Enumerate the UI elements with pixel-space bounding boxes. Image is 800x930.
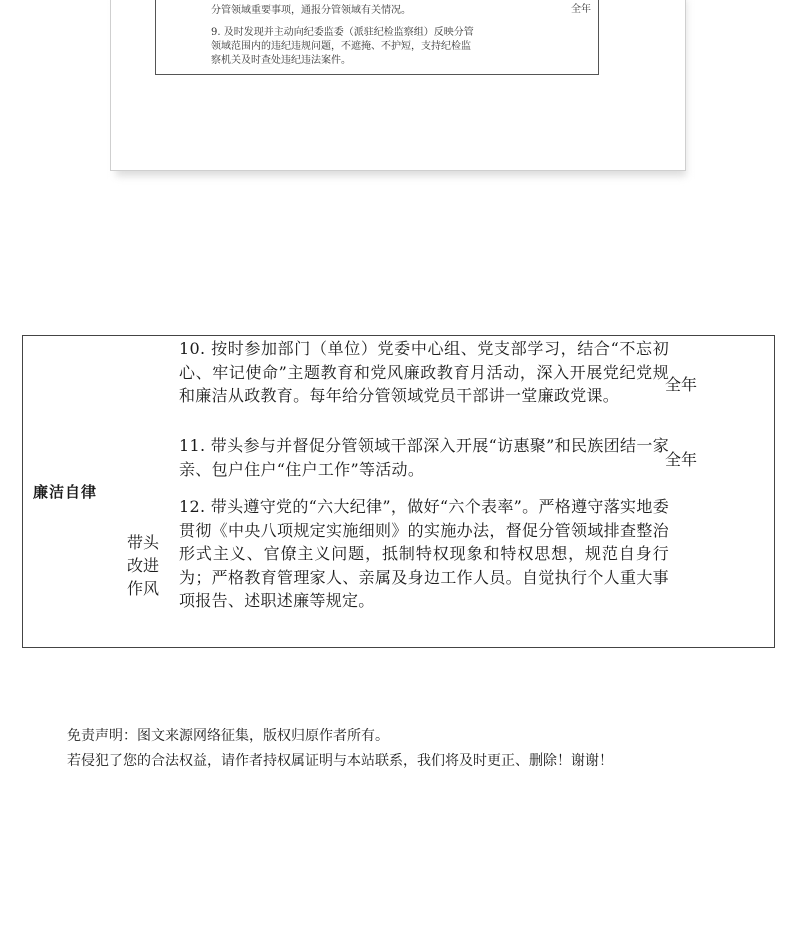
subcategory-line: 带头 — [126, 533, 159, 552]
category-cell — [23, 336, 107, 647]
task-time-10: 全年 — [665, 375, 698, 394]
preview-line: 察机关及时查处违纪违法案件。 — [211, 55, 351, 66]
task-time-11: 全年 — [665, 450, 698, 469]
preview-line: 分管领域重要事项，通报分管领域有关情况。 — [211, 5, 411, 16]
disclaimer-line-2: 若侵犯了您的合法权益，请作者持权属证明与本站联系，我们将及时更正、删除！谢谢！ — [67, 753, 613, 769]
task-item-10: 10. 按时参加部门（单位）党委中心组、党支部学习，结合“不忘初心、牢记使命”主题教育和党风廉政教育月活动，深入开展党纪党规和廉洁从政教育。每年给分管领域党员干部讲一堂廉政党课。 — [179, 339, 669, 405]
task-item-11: 11. 带头参与并督促分管领域干部深入开展“访惠聚”和民族团结一家亲、包户住户“住户工作”等活动。 — [179, 436, 669, 479]
preview-line: 9. 及时发现并主动向纪委监委（派驻纪检监察组）反映分管 — [211, 27, 474, 38]
document-page-preview — [110, 0, 686, 171]
preview-line: 领域范围内的违纪违规问题，不遮掩、不护短，支持纪检监 — [211, 41, 471, 52]
subcategory-line: 改进 — [126, 556, 159, 575]
task-item-12: 12. 带头遵守党的“六大纪律”，做好“六个表率”。严格遵守落实地委贯彻《中央八项规定实施细则》的实施办法，督促分管领域排查整治形式主义、官僚主义问题，抵制特权现象和特权思想，规范自身行为；严格教育管理家人、亲属及身边工作人员。自觉执行个人重大事项报告、述职述廉等规定。 — [179, 497, 669, 610]
responsibility-table — [22, 335, 775, 648]
subcategory-line: 作风 — [126, 579, 159, 598]
category-label: 廉洁自律 — [32, 483, 97, 501]
disclaimer-line-1: 免责声明：图文来源网络征集，版权归原作者所有。 — [67, 728, 389, 744]
preview-time-cell: 全年 — [571, 4, 591, 15]
subcategory-cell — [119, 531, 167, 600]
